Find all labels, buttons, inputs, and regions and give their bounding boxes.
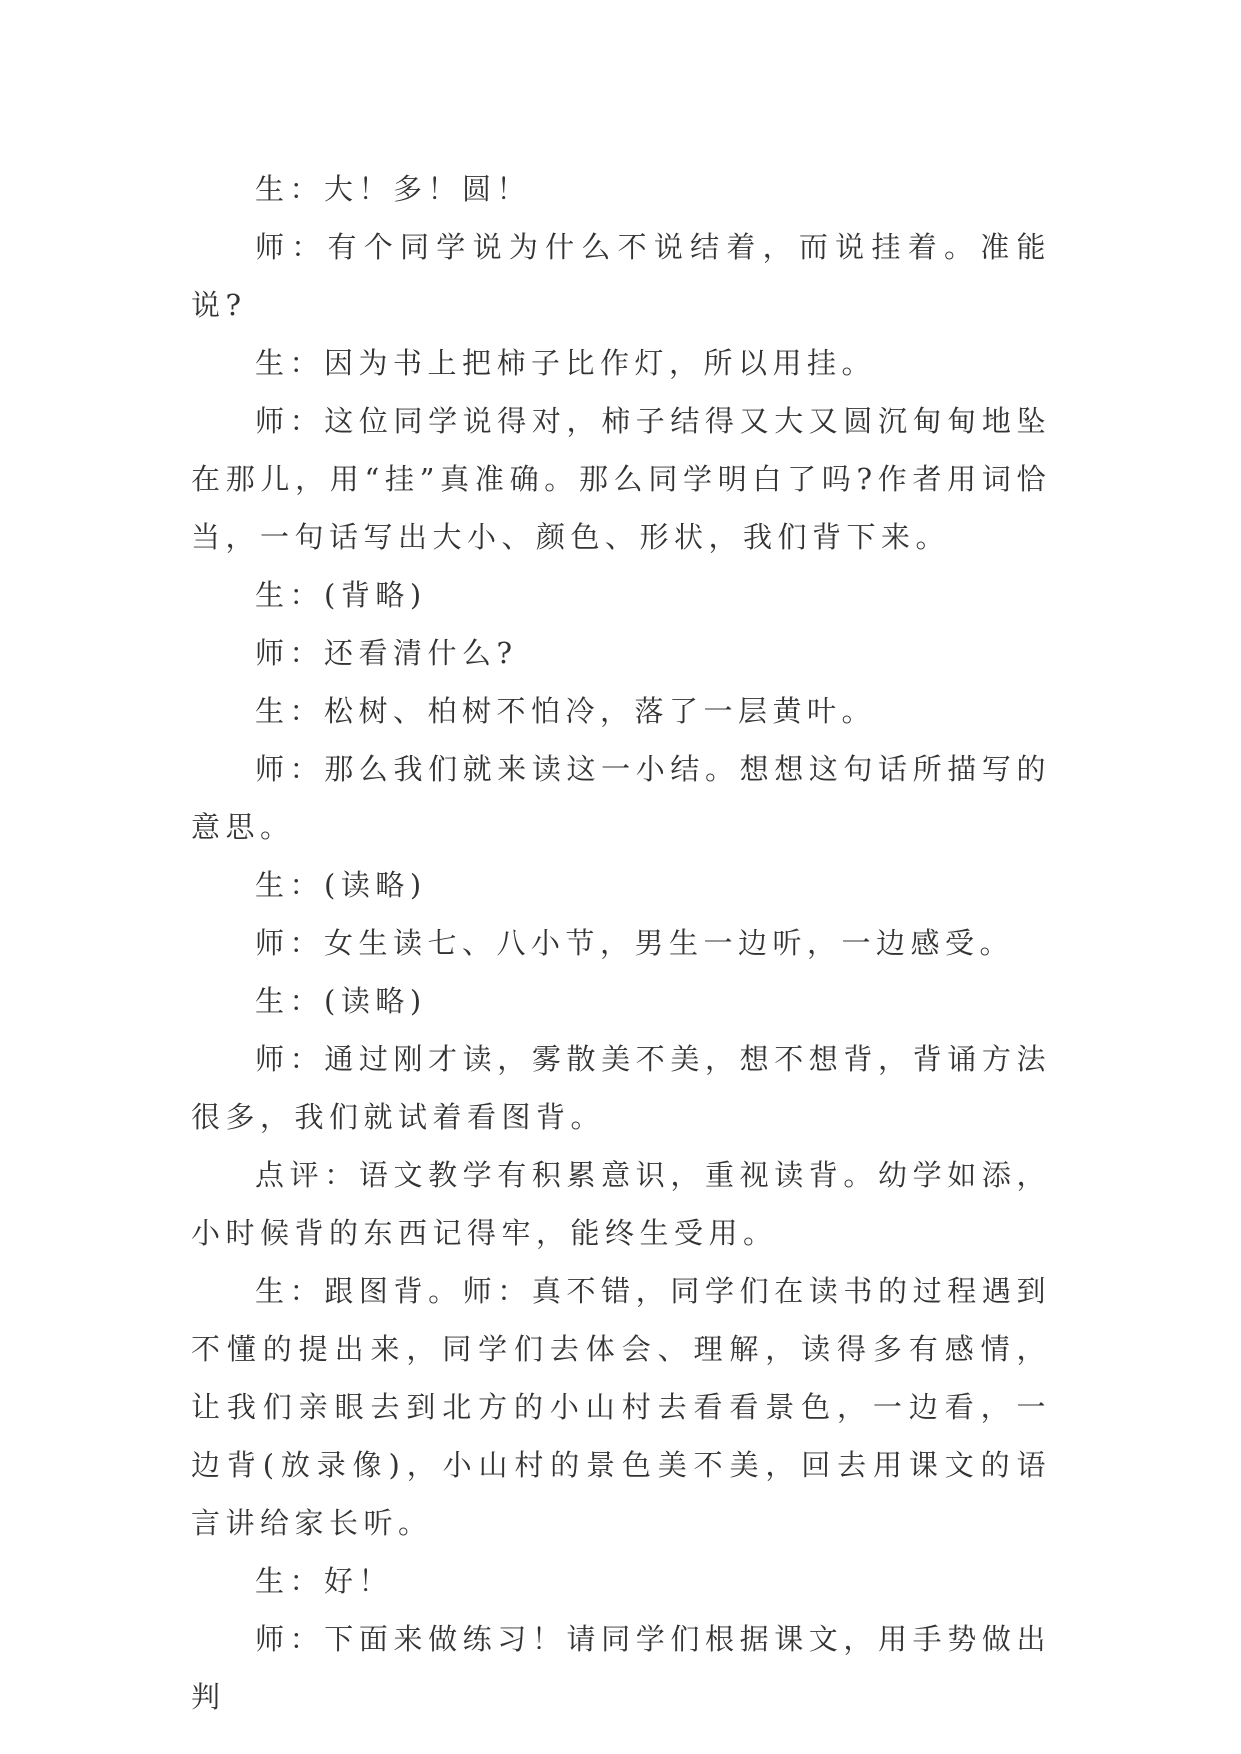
paragraph: 生：松树、柏树不怕冷，落了一层黄叶。: [255, 694, 877, 728]
paragraph: 生：大！多！圆！: [255, 172, 532, 206]
paragraph: 师：下面来做练习！请同学们根据课文，用手势做出判: [191, 1622, 1051, 1714]
paragraph: 点评：语文教学有积累意识，重视读背。幼学如添，小时候背的东西记得牢，能终生受用。: [191, 1158, 1051, 1250]
paragraph: 师：这位同学说得对，柿子结得又大又圆沉甸甸地坠在那儿，用“挂”真准确。那么同学明白了吗?作者用词恰当，一句话写出大小、颜色、形状，我们背下来。: [191, 404, 1051, 554]
paragraph: 师：通过刚才读，雾散美不美，想不想背，背诵方法很多，我们就试着看图背。: [191, 1042, 1051, 1134]
paragraph: 生：(背略): [255, 578, 427, 612]
paragraph: 生：(读略): [255, 984, 427, 1018]
paragraph: 生：(读略): [255, 868, 427, 902]
paragraph: 生：好！: [255, 1564, 394, 1598]
document-body: [191, 160, 1051, 1726]
paragraph: 生：跟图背。师：真不错，同学们在读书的过程遇到不懂的提出来，同学们去体会、理解，读得多有感情，让我们亲眼去到北方的小山村去看看景色，一边看，一边背(放录像)，小山村的景色美不美，回去用课文的语言讲给家长听。: [191, 1274, 1051, 1540]
paragraph: 师：有个同学说为什么不说结着，而说挂着。准能说?: [191, 230, 1051, 322]
paragraph: 师：那么我们就来读这一小结。想想这句话所描写的意思。: [191, 752, 1051, 844]
paragraph: 师：还看清什么?: [255, 636, 518, 670]
paragraph: 师：女生读七、八小节，男生一边听，一边感受。: [255, 926, 1015, 960]
paragraph: 生：因为书上把柿子比作灯，所以用挂。: [255, 346, 877, 380]
